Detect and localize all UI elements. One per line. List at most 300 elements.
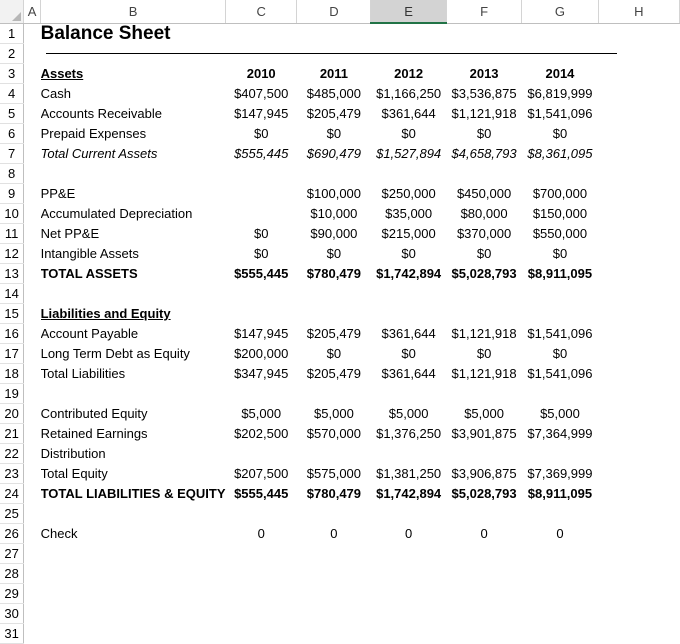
- row-label-cell[interactable]: [41, 124, 226, 144]
- row-header[interactable]: 27: [0, 544, 24, 564]
- cell-a[interactable]: [24, 164, 41, 184]
- value-cell[interactable]: [446, 504, 521, 524]
- row-label-cell[interactable]: [41, 484, 226, 504]
- value-cell[interactable]: [446, 304, 521, 324]
- value-cell[interactable]: 2011: [319, 66, 349, 81]
- sheet-row: [0, 164, 680, 184]
- cell-a[interactable]: [24, 23, 41, 44]
- cell-a[interactable]: [24, 64, 41, 84]
- cell-h[interactable]: [598, 244, 679, 264]
- value-cell[interactable]: $3,536,875: [451, 86, 517, 101]
- column-header-g[interactable]: G: [522, 0, 598, 23]
- value-cell[interactable]: $0: [326, 126, 342, 141]
- value-cell[interactable]: $5,000: [540, 406, 580, 421]
- value-cell[interactable]: $0: [476, 126, 492, 141]
- value-cell[interactable]: [522, 584, 598, 604]
- value-cell[interactable]: [297, 164, 371, 184]
- cell-h[interactable]: [598, 564, 679, 584]
- cell-h[interactable]: [598, 364, 679, 384]
- value-cell[interactable]: [297, 304, 371, 324]
- value-cell[interactable]: $0: [326, 246, 342, 261]
- row-label: PP&E: [40, 186, 76, 201]
- value-cell[interactable]: $150,000: [532, 206, 588, 221]
- value-cell[interactable]: [522, 164, 598, 184]
- row-header[interactable]: 4: [0, 84, 24, 104]
- row-label-cell[interactable]: [41, 364, 226, 384]
- value-cell[interactable]: [371, 304, 446, 324]
- cell-h[interactable]: [598, 604, 679, 624]
- value-cell[interactable]: 2013: [469, 66, 499, 81]
- cell-h[interactable]: [598, 504, 679, 524]
- value-cell[interactable]: [297, 584, 371, 604]
- row-header[interactable]: 13: [0, 264, 24, 284]
- value-cell[interactable]: [297, 604, 371, 624]
- cell-h[interactable]: [598, 204, 679, 224]
- value-cell[interactable]: [226, 584, 297, 604]
- row-label-cell[interactable]: [41, 344, 226, 364]
- value-cell[interactable]: $100,000: [306, 186, 362, 201]
- value-cell[interactable]: $0: [401, 346, 416, 361]
- value-cell[interactable]: [226, 304, 297, 324]
- value-cell[interactable]: [226, 604, 297, 624]
- cell-a[interactable]: [24, 484, 41, 504]
- value-cell[interactable]: $0: [552, 246, 568, 261]
- row-header[interactable]: 25: [0, 504, 24, 524]
- value-cell[interactable]: $207,500: [234, 466, 289, 481]
- sheet-row: [0, 84, 680, 104]
- value-cell[interactable]: [446, 23, 521, 44]
- cell-h[interactable]: [598, 464, 679, 484]
- value-cell[interactable]: 0: [556, 526, 564, 541]
- value-cell[interactable]: [446, 564, 521, 584]
- value-cell[interactable]: $8,911,095: [527, 266, 593, 281]
- value-cell[interactable]: $407,500: [234, 86, 289, 101]
- value-cell[interactable]: [226, 23, 297, 44]
- row-header[interactable]: 22: [0, 444, 24, 464]
- value-cell[interactable]: [446, 604, 521, 624]
- value-cell[interactable]: [522, 604, 598, 624]
- cell-h[interactable]: [598, 184, 679, 204]
- cell-h[interactable]: [598, 624, 679, 644]
- value-cell[interactable]: $1,541,096: [527, 326, 593, 341]
- value-cell[interactable]: [297, 444, 371, 464]
- row-header[interactable]: 24: [0, 484, 24, 504]
- cell-a[interactable]: [24, 104, 41, 124]
- cell-a[interactable]: [24, 324, 41, 344]
- value-cell[interactable]: [226, 204, 297, 224]
- value-cell[interactable]: $90,000: [310, 226, 358, 241]
- row-header[interactable]: 29: [0, 584, 24, 604]
- cell-h[interactable]: [598, 264, 679, 284]
- cell-a[interactable]: [24, 624, 41, 644]
- value-cell[interactable]: [371, 284, 446, 304]
- cell-h[interactable]: [598, 84, 679, 104]
- value-cell[interactable]: $0: [476, 346, 492, 361]
- row-header[interactable]: 15: [0, 304, 24, 324]
- cell-a[interactable]: [24, 524, 41, 544]
- row-label: Account Payable: [40, 326, 139, 341]
- value-cell[interactable]: $0: [401, 246, 416, 261]
- value-cell[interactable]: [522, 504, 598, 524]
- cell-h[interactable]: [598, 524, 679, 544]
- value-cell[interactable]: $0: [476, 246, 492, 261]
- value-cell[interactable]: [446, 544, 521, 564]
- row-label-cell[interactable]: [41, 164, 226, 184]
- sheet-row: [0, 364, 680, 384]
- sheet-row: [0, 304, 680, 324]
- sheet-row: [0, 184, 680, 204]
- cell-h[interactable]: [598, 424, 679, 444]
- row-header[interactable]: 3: [0, 64, 24, 84]
- value-cell[interactable]: $555,445: [234, 146, 289, 161]
- value-cell[interactable]: [522, 384, 598, 404]
- value-cell[interactable]: $361,644: [381, 106, 436, 121]
- row-header[interactable]: 9: [0, 184, 24, 204]
- cell-a[interactable]: [24, 244, 41, 264]
- cell-a[interactable]: [24, 84, 41, 104]
- cell-h[interactable]: [598, 144, 679, 164]
- value-cell[interactable]: $8,361,095: [527, 146, 593, 161]
- value-cell[interactable]: $780,479: [306, 486, 362, 501]
- cell-h[interactable]: [598, 284, 679, 304]
- row-label: Net PP&E: [40, 226, 100, 241]
- value-cell[interactable]: $1,541,096: [527, 366, 593, 381]
- row-header[interactable]: 18: [0, 364, 24, 384]
- value-cell[interactable]: $8,911,095: [527, 486, 593, 501]
- cell-h[interactable]: [598, 23, 679, 44]
- row-label: Intangible Assets: [40, 246, 139, 261]
- row-label-cell[interactable]: [41, 604, 226, 624]
- row-label: Accounts Receivable: [40, 106, 162, 121]
- cell-a[interactable]: [24, 404, 41, 424]
- row-header[interactable]: 20: [0, 404, 24, 424]
- column-header-d[interactable]: D: [297, 0, 371, 23]
- value-cell[interactable]: [297, 544, 371, 564]
- cell-a[interactable]: [24, 604, 41, 624]
- value-cell[interactable]: [371, 564, 446, 584]
- value-cell[interactable]: [226, 624, 297, 644]
- value-cell[interactable]: $0: [552, 346, 568, 361]
- row-label-cell[interactable]: [41, 324, 226, 344]
- value-cell[interactable]: [371, 604, 446, 624]
- row-label: Balance Sheet: [40, 23, 171, 44]
- row-header[interactable]: 8: [0, 164, 24, 184]
- row-label-cell[interactable]: [41, 564, 226, 584]
- value-cell[interactable]: [297, 384, 371, 404]
- row-header[interactable]: 11: [0, 224, 24, 244]
- cell-h[interactable]: [598, 544, 679, 564]
- row-header[interactable]: 31: [0, 624, 24, 644]
- row-label: Long Term Debt as Equity: [40, 346, 190, 361]
- sheet-row: [0, 124, 680, 144]
- value-cell[interactable]: [522, 304, 598, 324]
- value-cell[interactable]: [371, 384, 446, 404]
- value-cell[interactable]: $1,121,918: [451, 106, 517, 121]
- row-header[interactable]: 17: [0, 344, 24, 364]
- value-cell[interactable]: [371, 624, 446, 644]
- value-cell[interactable]: $347,945: [234, 366, 289, 381]
- row-label-cell[interactable]: [41, 64, 226, 84]
- cell-a[interactable]: [24, 204, 41, 224]
- value-cell[interactable]: [371, 23, 446, 44]
- value-cell[interactable]: $0: [253, 226, 269, 241]
- value-cell[interactable]: $205,479: [306, 326, 362, 341]
- value-cell[interactable]: [522, 284, 598, 304]
- value-cell[interactable]: $5,000: [241, 406, 282, 421]
- value-cell[interactable]: [297, 624, 371, 644]
- value-cell[interactable]: $1,166,250: [376, 86, 442, 101]
- value-cell[interactable]: $1,376,250: [376, 426, 442, 441]
- sheet-row: [0, 604, 680, 624]
- column-header-f[interactable]: F: [446, 0, 521, 23]
- value-cell[interactable]: [446, 284, 521, 304]
- value-cell[interactable]: $450,000: [456, 186, 512, 201]
- value-cell[interactable]: [446, 444, 521, 464]
- value-cell[interactable]: $1,527,894: [376, 146, 442, 161]
- cell-a[interactable]: [24, 504, 41, 524]
- row-label-cell[interactable]: [41, 424, 226, 444]
- value-cell[interactable]: $1,541,096: [527, 106, 593, 121]
- value-cell[interactable]: [371, 164, 446, 184]
- row-label: Retained Earnings: [40, 426, 148, 441]
- value-cell[interactable]: $250,000: [381, 186, 436, 201]
- value-cell[interactable]: $361,644: [381, 366, 436, 381]
- column-header-e[interactable]: E: [371, 0, 446, 23]
- row-label: Contributed Equity: [40, 406, 148, 421]
- row-label-cell[interactable]: [41, 624, 226, 644]
- value-cell[interactable]: $555,445: [234, 486, 289, 501]
- row-label: Liabilities and Equity: [40, 306, 171, 321]
- value-cell[interactable]: $80,000: [460, 206, 508, 221]
- cell-h[interactable]: [598, 224, 679, 244]
- value-cell[interactable]: $1,742,894: [376, 266, 442, 281]
- cell-h[interactable]: [598, 304, 679, 324]
- value-cell[interactable]: $6,819,999: [527, 86, 593, 101]
- value-cell[interactable]: [226, 444, 297, 464]
- cell-a[interactable]: [24, 384, 41, 404]
- cell-h[interactable]: [598, 344, 679, 364]
- cell-a[interactable]: [24, 544, 41, 564]
- value-cell[interactable]: [226, 184, 297, 204]
- row-header[interactable]: 16: [0, 324, 24, 344]
- value-cell[interactable]: [297, 284, 371, 304]
- cell-a[interactable]: [24, 304, 41, 324]
- value-cell[interactable]: [522, 624, 598, 644]
- value-cell[interactable]: [226, 164, 297, 184]
- value-cell[interactable]: [226, 284, 297, 304]
- value-cell[interactable]: [522, 544, 598, 564]
- cell-a[interactable]: [24, 584, 41, 604]
- row-label-cell[interactable]: [41, 244, 226, 264]
- row-label-cell[interactable]: [41, 284, 226, 304]
- value-cell[interactable]: [371, 584, 446, 604]
- value-cell[interactable]: $4,658,793: [451, 146, 517, 161]
- value-cell[interactable]: $570,000: [306, 426, 362, 441]
- value-cell[interactable]: $700,000: [532, 186, 588, 201]
- value-cell[interactable]: [226, 504, 297, 524]
- value-cell[interactable]: $1,381,250: [376, 466, 442, 481]
- value-cell[interactable]: [371, 544, 446, 564]
- cell-a[interactable]: [24, 44, 41, 64]
- cell-a[interactable]: [24, 124, 41, 144]
- cell-a[interactable]: [24, 364, 41, 384]
- value-cell[interactable]: 2014: [545, 66, 575, 81]
- sheet-row: [0, 144, 680, 164]
- value-cell[interactable]: $5,000: [388, 406, 429, 421]
- cell-h[interactable]: [598, 584, 679, 604]
- value-cell[interactable]: [522, 564, 598, 584]
- value-cell[interactable]: $780,479: [306, 266, 362, 281]
- value-cell[interactable]: $7,364,999: [527, 426, 593, 441]
- row-header[interactable]: 26: [0, 524, 24, 544]
- row-header[interactable]: 12: [0, 244, 24, 264]
- row-label-cell[interactable]: [41, 144, 226, 164]
- row-header[interactable]: 7: [0, 144, 24, 164]
- value-cell[interactable]: $361,644: [381, 326, 436, 341]
- row-label-cell[interactable]: [41, 204, 226, 224]
- row-label-cell[interactable]: [41, 584, 226, 604]
- column-header-b[interactable]: B: [41, 0, 226, 23]
- value-cell[interactable]: [297, 504, 371, 524]
- cell-a[interactable]: [24, 264, 41, 284]
- value-cell[interactable]: $485,000: [306, 86, 362, 101]
- value-cell[interactable]: [446, 164, 521, 184]
- value-cell[interactable]: $550,000: [532, 226, 588, 241]
- value-cell[interactable]: $10,000: [310, 206, 358, 221]
- value-cell[interactable]: 0: [257, 526, 265, 541]
- value-cell[interactable]: $147,945: [234, 326, 289, 341]
- value-cell[interactable]: $0: [552, 126, 568, 141]
- column-header-h[interactable]: H: [598, 0, 679, 23]
- cell-a[interactable]: [24, 224, 41, 244]
- cell-a[interactable]: [24, 144, 41, 164]
- row-header[interactable]: 5: [0, 104, 24, 124]
- row-label-cell[interactable]: [41, 104, 226, 124]
- row-header[interactable]: 23: [0, 464, 24, 484]
- cell-h[interactable]: [598, 64, 679, 84]
- value-cell[interactable]: $215,000: [381, 226, 436, 241]
- cell-a[interactable]: [24, 184, 41, 204]
- value-cell[interactable]: 2012: [394, 66, 424, 81]
- row-label-cell[interactable]: [41, 544, 226, 564]
- value-cell[interactable]: $0: [253, 246, 269, 261]
- cell-h[interactable]: [598, 124, 679, 144]
- cell-a[interactable]: [24, 284, 41, 304]
- row-label-cell[interactable]: [41, 464, 226, 484]
- column-header-a[interactable]: A: [24, 0, 41, 23]
- row-label-cell[interactable]: [41, 444, 226, 464]
- value-cell[interactable]: $5,028,793: [451, 266, 517, 281]
- row-label-cell[interactable]: [41, 184, 226, 204]
- value-cell[interactable]: 2010: [246, 66, 276, 81]
- row-label-cell[interactable]: [41, 264, 226, 284]
- value-cell[interactable]: $147,945: [234, 106, 289, 121]
- row-label-cell[interactable]: [41, 404, 226, 424]
- row-label-cell[interactable]: [41, 84, 226, 104]
- cell-h[interactable]: [598, 324, 679, 344]
- value-cell[interactable]: [371, 444, 446, 464]
- row-label-cell[interactable]: [41, 224, 226, 244]
- value-cell[interactable]: [446, 384, 521, 404]
- cell-h[interactable]: [598, 384, 679, 404]
- column-header-c[interactable]: C: [226, 0, 297, 23]
- value-cell[interactable]: [522, 444, 598, 464]
- value-cell[interactable]: $202,500: [234, 426, 289, 441]
- row-header[interactable]: 19: [0, 384, 24, 404]
- value-cell[interactable]: $1,121,918: [451, 366, 517, 381]
- row-label-cell[interactable]: [41, 504, 226, 524]
- value-cell[interactable]: [522, 23, 598, 44]
- value-cell[interactable]: $5,000: [464, 406, 504, 421]
- value-cell[interactable]: $0: [401, 126, 416, 141]
- value-cell[interactable]: 0: [480, 526, 488, 541]
- row-label-cell[interactable]: [41, 304, 226, 324]
- row-header[interactable]: 6: [0, 124, 24, 144]
- value-cell[interactable]: $5,028,793: [451, 486, 517, 501]
- value-cell[interactable]: $0: [326, 346, 342, 361]
- row-header[interactable]: 10: [0, 204, 24, 224]
- value-cell[interactable]: [226, 544, 297, 564]
- cell-h[interactable]: [598, 164, 679, 184]
- select-all-button[interactable]: [0, 0, 24, 23]
- cell-h[interactable]: [598, 444, 679, 464]
- cell-h[interactable]: [598, 484, 679, 504]
- cell-h[interactable]: [598, 404, 679, 424]
- row-label-cell[interactable]: [41, 384, 226, 404]
- cell-a[interactable]: [24, 444, 41, 464]
- cell-a[interactable]: [24, 424, 41, 444]
- row-label-cell[interactable]: [41, 23, 226, 44]
- row-label-cell[interactable]: [41, 524, 226, 544]
- cell-h[interactable]: [598, 104, 679, 124]
- row-header[interactable]: 1: [0, 23, 24, 44]
- value-cell[interactable]: $200,000: [234, 346, 289, 361]
- value-cell[interactable]: [371, 504, 446, 524]
- value-cell[interactable]: 0: [405, 526, 413, 541]
- value-cell[interactable]: $205,479: [306, 106, 362, 121]
- value-cell[interactable]: [226, 384, 297, 404]
- row-header[interactable]: 28: [0, 564, 24, 584]
- sheet-row: [0, 544, 680, 564]
- value-cell[interactable]: [297, 23, 371, 44]
- value-cell[interactable]: $1,742,894: [376, 486, 442, 501]
- value-cell[interactable]: $7,369,999: [527, 466, 593, 481]
- row-header[interactable]: 14: [0, 284, 24, 304]
- cell-a[interactable]: [24, 564, 41, 584]
- cell-a[interactable]: [24, 464, 41, 484]
- value-cell[interactable]: $3,906,875: [451, 466, 517, 481]
- row-header[interactable]: 21: [0, 424, 24, 444]
- value-cell[interactable]: 0: [330, 526, 338, 541]
- value-cell[interactable]: $1,121,918: [451, 326, 517, 341]
- value-cell[interactable]: $205,479: [306, 366, 362, 381]
- value-cell[interactable]: [226, 564, 297, 584]
- value-cell[interactable]: $555,445: [234, 266, 289, 281]
- value-cell[interactable]: $690,479: [306, 146, 362, 161]
- value-cell[interactable]: [446, 584, 521, 604]
- value-cell[interactable]: $3,901,875: [451, 426, 517, 441]
- value-cell[interactable]: $575,000: [306, 466, 362, 481]
- value-cell[interactable]: $35,000: [385, 206, 433, 221]
- value-cell[interactable]: [446, 624, 521, 644]
- cell-a[interactable]: [24, 344, 41, 364]
- row-header[interactable]: 30: [0, 604, 24, 624]
- value-cell[interactable]: [297, 564, 371, 584]
- value-cell[interactable]: $0: [253, 126, 269, 141]
- value-cell[interactable]: $370,000: [456, 226, 512, 241]
- row-header[interactable]: 2: [0, 44, 24, 64]
- value-cell[interactable]: $5,000: [314, 406, 354, 421]
